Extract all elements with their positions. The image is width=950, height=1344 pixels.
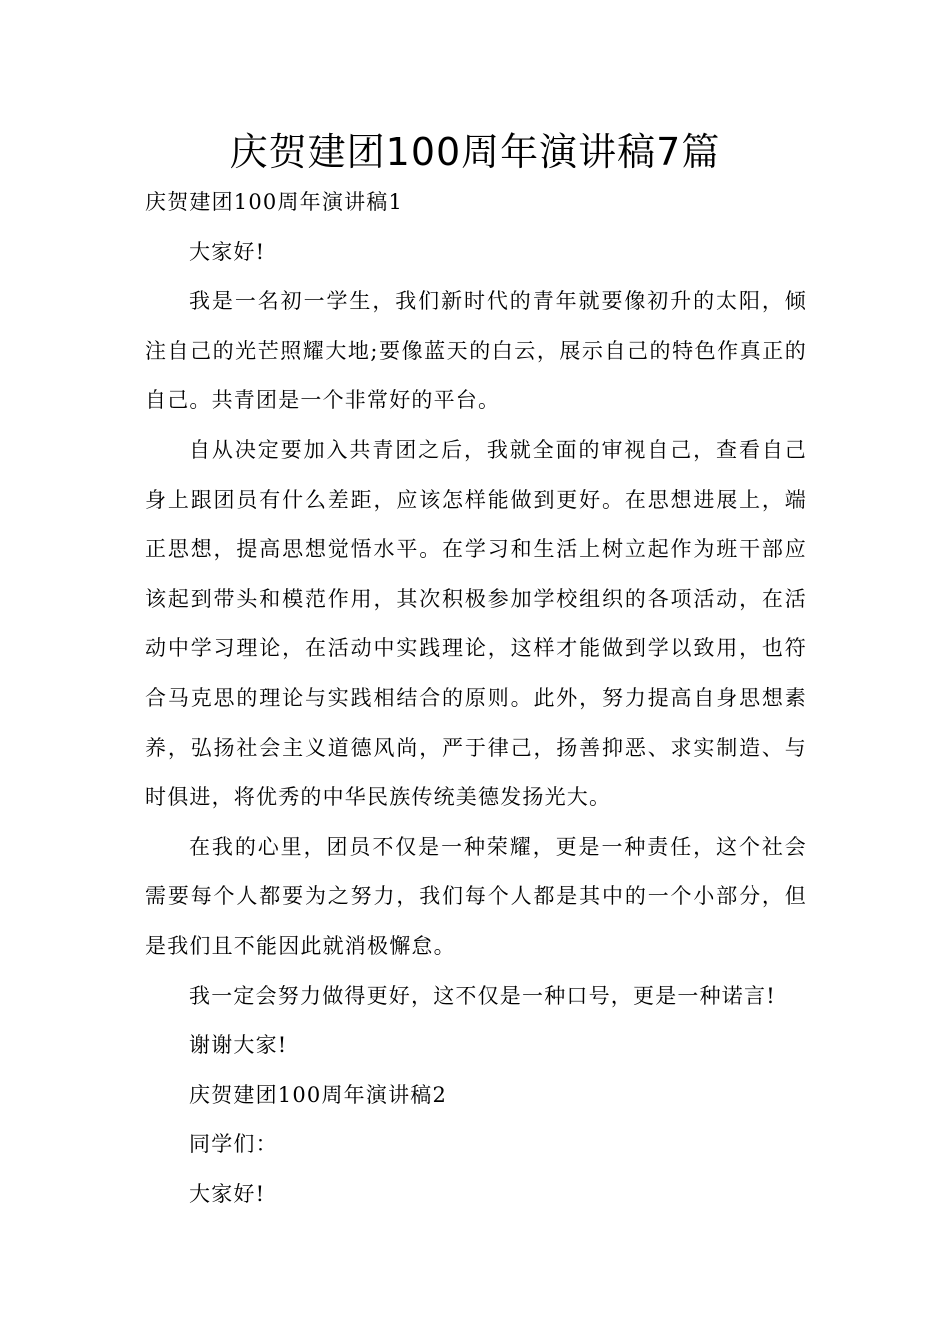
closing-thanks: 谢谢大家! <box>189 1033 288 1058</box>
body-paragraph-responsibility: 在我的心里，团员不仅是一种荣耀，更是一种责任，这个社会需要每个人都要为之努力，我们每个人都是其中的一个小部分，但是我们且不能因此就消极懈怠。 <box>145 834 807 958</box>
salutation-paragraph: 同学们： <box>189 1132 278 1157</box>
document-body <box>145 178 807 1219</box>
body-paragraph-intro: 我是一名初一学生，我们新时代的青年就要像初升的太阳，倾注自己的光芒照耀大地;要像蓝天的白云，展示自己的特色作真正的自己。共青团是一个非常好的平台。 <box>145 289 807 413</box>
section-heading-2: 庆贺建团100周年演讲稿2 <box>189 1082 448 1107</box>
greeting-paragraph: 大家好! <box>189 239 266 264</box>
greeting-paragraph-2: 大家好! <box>189 1181 266 1206</box>
section-heading-1: 庆贺建团100周年演讲稿1 <box>145 190 404 214</box>
body-paragraph-promise: 我一定会努力做得更好，这不仅是一种口号，更是一种诺言! <box>189 983 776 1008</box>
body-paragraph-self-review: 自从决定要加入共青团之后，我就全面的审视自己，查看自己身上跟团员有什么差距，应该怎样能做到更好。在思想进展上，端正思想，提高思想觉悟水平。在学习和生活上树立起作为班干部应该起到带头和模范作用，其次积极参加学校组织的各项活动，在活动中学习理论，在活动中实践理论，这样才能做到学以致用，也符合马克思的理论与实践相结合的原则。此外，努力提高自身思想素养，弘扬社会主义道德风尚，严于律己，扬善抑恶、求实制造、与时俱进，将优秀的中华民族传统美德发扬光大。 <box>145 437 807 810</box>
document-title: 庆贺建团100周年演讲稿7篇 <box>229 130 721 174</box>
